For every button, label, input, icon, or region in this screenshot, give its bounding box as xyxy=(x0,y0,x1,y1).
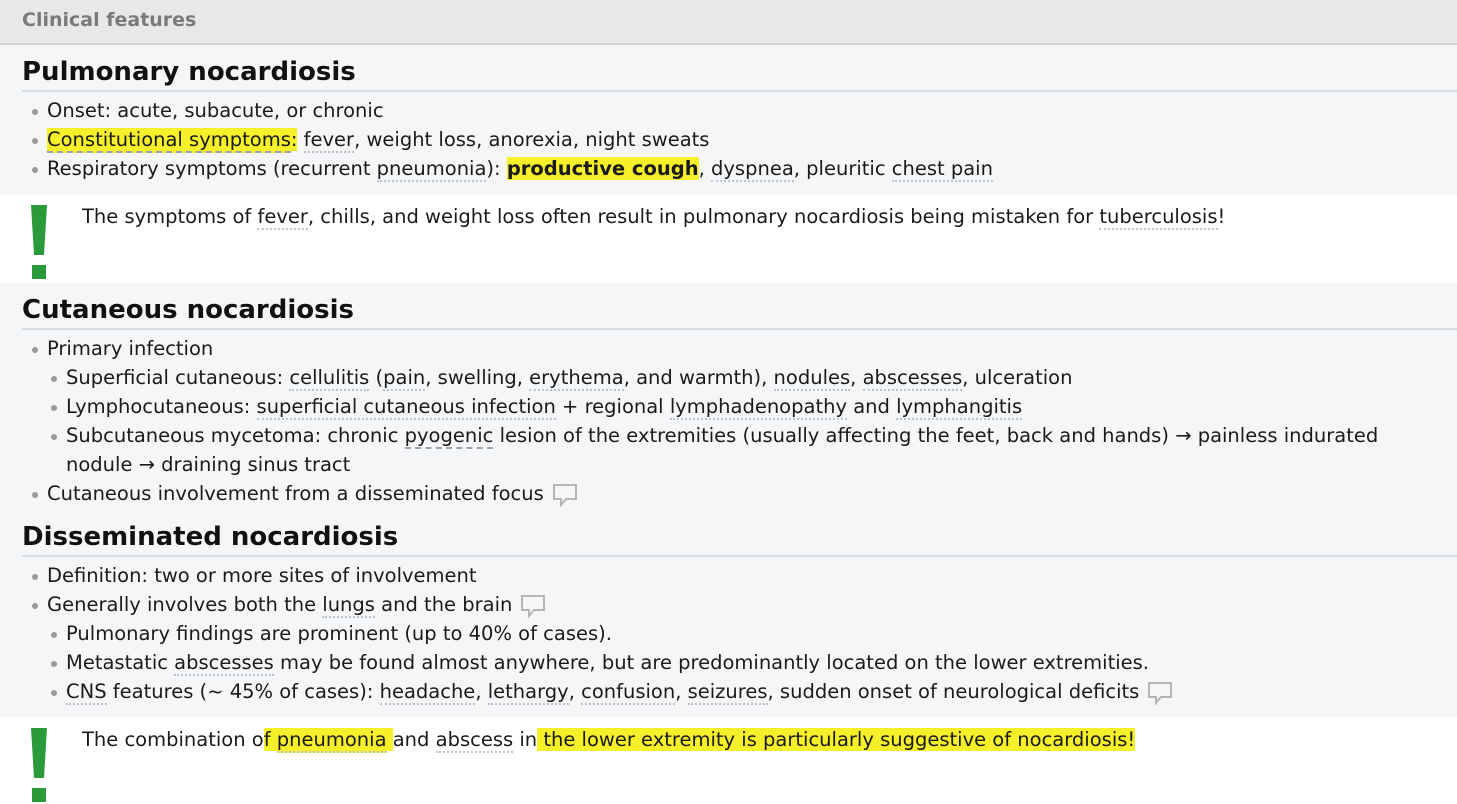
text: , weight loss, anorexia, night sweats xyxy=(354,128,710,151)
text: ): xyxy=(486,157,507,180)
list-item xyxy=(0,561,1173,590)
text: , xyxy=(962,366,975,389)
tip-text xyxy=(82,203,1225,231)
text: Definition: two or more sites of involvement xyxy=(47,564,477,587)
list-item xyxy=(0,334,1457,363)
productive-cough-text: productive cough xyxy=(506,157,699,180)
pneumonia-link[interactable]: pneumonia xyxy=(376,157,487,180)
cutaneous-list xyxy=(0,334,1457,508)
abscesses-link[interactable]: abscesses xyxy=(174,651,274,674)
text: , pleuritic xyxy=(793,157,892,180)
cellulitis-link[interactable]: cellulitis xyxy=(289,366,370,389)
superficial-infection-link[interactable]: superficial cutaneous infection xyxy=(256,395,556,418)
pyogenic-link[interactable]: pyogenic xyxy=(404,424,494,447)
abscesses-link[interactable]: abscesses xyxy=(862,366,963,389)
text: : xyxy=(290,128,298,151)
fever-link[interactable]: fever xyxy=(303,128,355,151)
text: Respiratory symptoms (recurrent xyxy=(47,157,377,180)
fever-link[interactable]: fever xyxy=(257,205,308,228)
tip-box xyxy=(0,195,1457,282)
list-item xyxy=(0,619,1173,648)
text: Superficial cutaneous: xyxy=(66,366,290,389)
text: , xyxy=(698,157,712,180)
cns-link[interactable]: CNS xyxy=(66,680,107,703)
heading-cutaneous: Cutaneous nocardiosis xyxy=(22,294,1457,330)
disseminated-list xyxy=(0,561,1173,706)
comment-icon[interactable] xyxy=(520,594,546,618)
text: Subcutaneous mycetoma: chronic xyxy=(66,424,405,447)
headache-link[interactable]: headache xyxy=(379,680,476,703)
list-item xyxy=(0,590,1173,619)
lethargy-link[interactable]: lethargy xyxy=(487,680,569,703)
section-header[interactable] xyxy=(0,0,1457,45)
lungs-link[interactable]: lungs xyxy=(322,593,375,616)
text: Cutaneous involvement from a disseminated focus xyxy=(47,482,544,505)
list-item xyxy=(0,125,993,154)
abscess-link[interactable]: abscess xyxy=(435,728,514,751)
nodules-link[interactable]: nodules xyxy=(773,366,851,389)
onset-text: Onset: acute, subacute, or chronic xyxy=(47,99,384,122)
text: ulceration xyxy=(974,366,1073,389)
text: , xyxy=(475,680,488,703)
text: features (~ 45% of cases): xyxy=(106,680,380,703)
text: ( xyxy=(369,366,384,389)
tip-text xyxy=(82,726,1135,754)
text: lesion of the extremities (usually affecting the feet, back and hands) → painless indurated nodule → draining sinus tract xyxy=(66,424,1379,476)
text: , chills, and weight loss often result in pulmonary nocardiosis being mistaken for xyxy=(307,205,1100,228)
heading-disseminated: Disseminated nocardiosis xyxy=(22,521,1457,557)
text: Generally involves both the xyxy=(47,593,323,616)
seizures-link[interactable]: seizures xyxy=(687,680,768,703)
text: may be found almost anywhere, but are predominantly located on the lower extremities. xyxy=(273,651,1149,674)
lymphadenopathy-link[interactable]: lymphadenopathy xyxy=(669,395,847,418)
comment-icon[interactable] xyxy=(552,483,578,507)
text: the lower extremity is particularly suggestive of nocardiosis! xyxy=(537,728,1136,751)
text: Metastatic xyxy=(66,651,175,674)
chest-pain-link[interactable]: chest pain xyxy=(891,157,993,180)
heading-pulmonary: Pulmonary nocardiosis xyxy=(22,56,1457,92)
exclamation-icon xyxy=(27,205,51,281)
text: and xyxy=(392,728,436,751)
text: ! xyxy=(1217,205,1226,228)
exclamation-icon xyxy=(27,728,51,804)
text: , xyxy=(675,680,688,703)
tip-box xyxy=(0,718,1457,804)
list-item xyxy=(0,154,993,183)
pneumonia-link[interactable]: pneumonia xyxy=(276,728,387,751)
comment-icon[interactable] xyxy=(1147,681,1173,705)
pulmonary-list xyxy=(0,96,993,183)
list-item xyxy=(0,421,1457,479)
list-item xyxy=(0,96,993,125)
erythema-link[interactable]: erythema xyxy=(529,366,624,389)
text: f xyxy=(263,728,277,751)
constitutional-link[interactable]: Constitutional symptoms xyxy=(47,128,291,151)
list-item xyxy=(0,479,1457,508)
dyspnea-link[interactable]: dyspnea xyxy=(711,157,794,180)
text: The symptoms of xyxy=(82,205,258,228)
text: , xyxy=(568,680,582,703)
text: and xyxy=(847,395,897,418)
text: in xyxy=(513,728,538,751)
list-item xyxy=(0,363,1457,392)
confusion-link[interactable]: confusion xyxy=(581,680,676,703)
section-title: Clinical features xyxy=(22,9,197,31)
list-item xyxy=(0,648,1173,677)
text: , swelling, xyxy=(425,366,530,389)
tuberculosis-link[interactable]: tuberculosis xyxy=(1099,205,1218,228)
text: Primary infection xyxy=(47,337,214,360)
text: Pulmonary findings are prominent (up to 40% of cases). xyxy=(66,622,612,645)
text: + regional xyxy=(555,395,670,418)
lymphangitis-link[interactable]: lymphangitis xyxy=(896,395,1023,418)
text: , xyxy=(850,366,863,389)
text: , sudden onset of neurological deficits xyxy=(767,680,1140,703)
text: The combination o xyxy=(82,728,264,751)
text: and the brain xyxy=(374,593,513,616)
list-item xyxy=(0,392,1457,421)
list-item xyxy=(0,677,1173,706)
text: Lymphocutaneous: xyxy=(66,395,257,418)
text: , and warmth), xyxy=(623,366,774,389)
pain-link[interactable]: pain xyxy=(383,366,426,389)
